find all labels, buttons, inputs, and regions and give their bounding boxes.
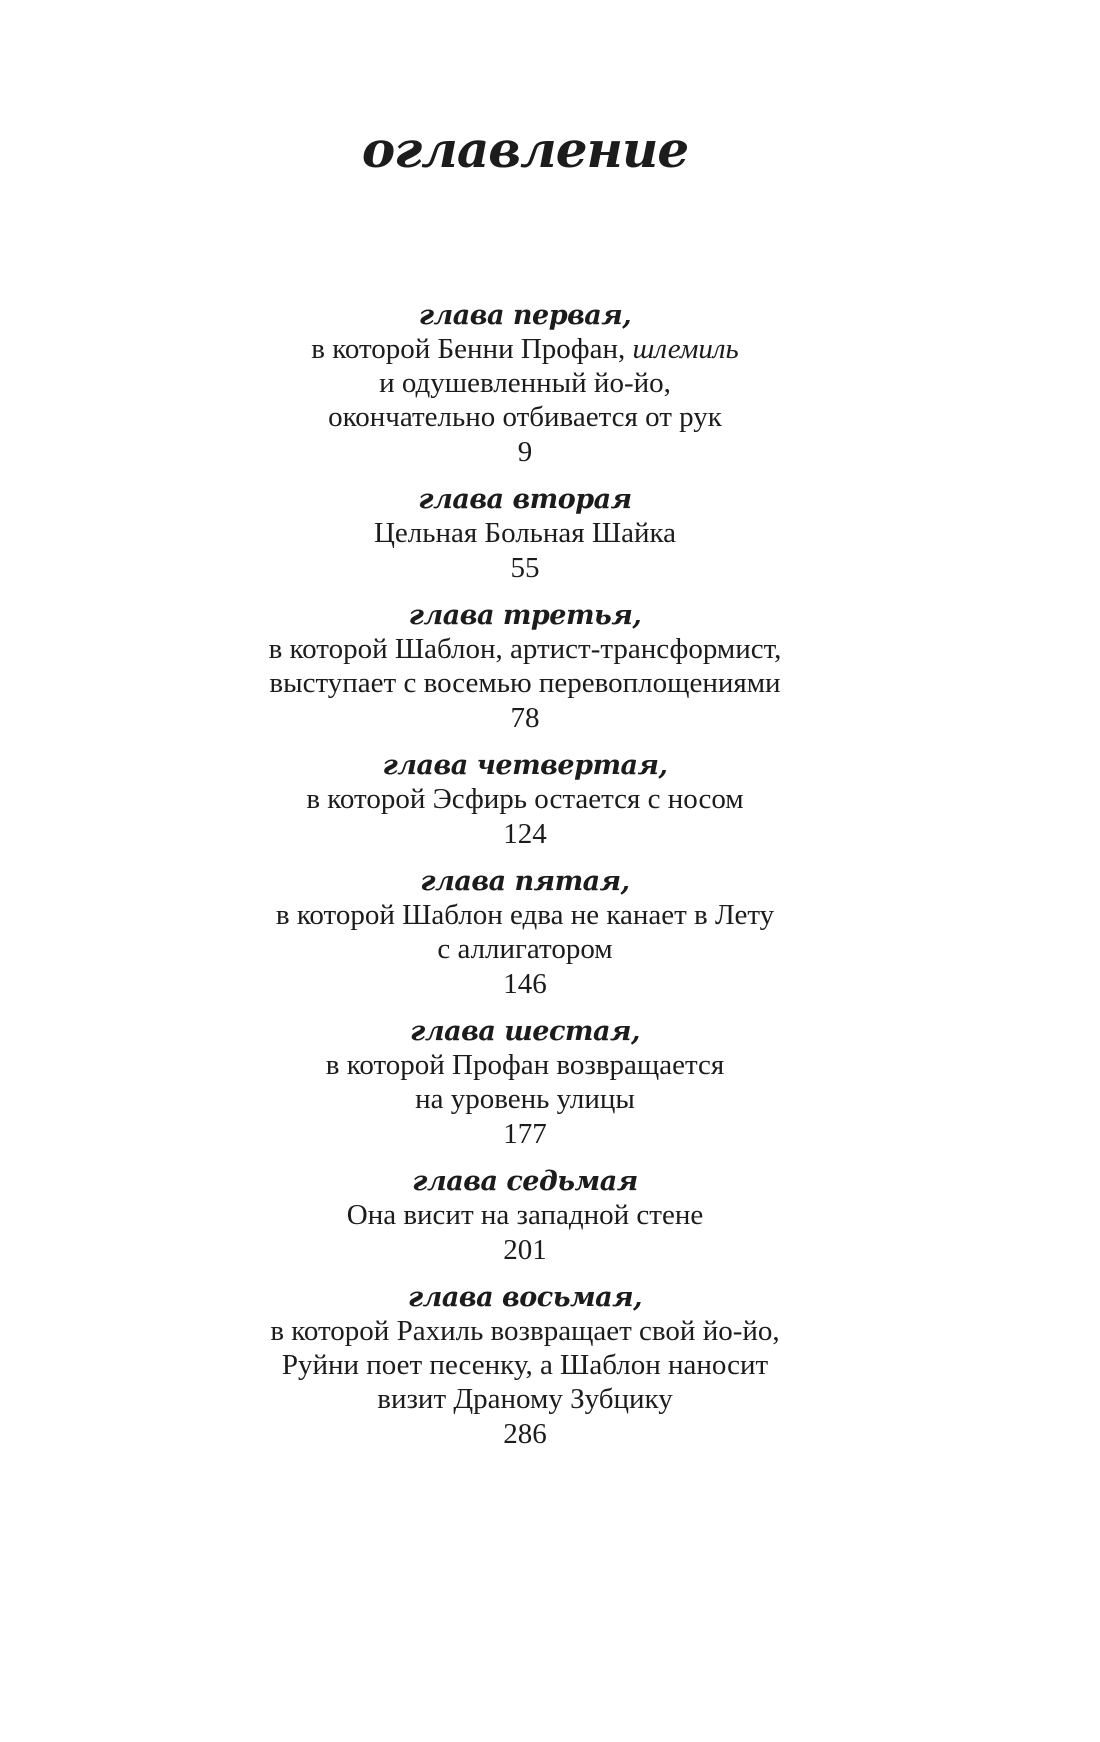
chapter-heading: глава четвертая,: [382, 750, 668, 781]
page-number: 286: [503, 1418, 547, 1450]
toc-entry-2: [0, 484, 1050, 586]
chapter-heading: глава вторая: [418, 484, 632, 515]
chapter-heading: глава третья,: [408, 600, 642, 631]
toc-entry-6: [0, 1016, 1050, 1152]
page-number: 9: [517, 436, 533, 468]
chapter-description-line: Она висит на западной стене: [346, 1199, 704, 1231]
page-number: 124: [503, 818, 547, 850]
page-number: 201: [503, 1234, 547, 1266]
toc-entry-8: [0, 1282, 1050, 1452]
chapter-description-line: Руйни поет песенку, а Шаблон наносит: [281, 1349, 769, 1381]
chapter-heading: глава шестая,: [410, 1016, 640, 1047]
chapter-description-line: с аллигатором: [437, 933, 613, 965]
chapter-description-line: визит Драному Зубцику: [377, 1383, 673, 1415]
chapter-description-line: в которой Профан возвращается: [325, 1049, 725, 1081]
chapter-description-line: в которой Бенни Профан, шлемиль: [311, 333, 739, 365]
chapter-heading: глава пятая,: [420, 866, 630, 897]
page-number: 146: [503, 968, 547, 1000]
italic-word: шлемиль: [632, 333, 739, 365]
chapter-heading: глава восьмая,: [407, 1282, 643, 1313]
chapter-description-line: и одушевленный йо-йо,: [379, 367, 671, 399]
chapter-description-line: в которой Шаблон, артист-трансформист,: [268, 633, 782, 665]
toc-entry-5: [0, 866, 1050, 1002]
chapter-description-line: на уровень улицы: [415, 1083, 635, 1115]
table-of-contents: [0, 300, 1050, 1466]
toc-entry-3: [0, 600, 1050, 736]
chapter-description-line: в которой Шаблон едва не канает в Лету: [275, 899, 775, 931]
chapter-heading: глава седьмая: [412, 1166, 638, 1197]
chapter-description-line: выступает с восемью перевоплощениями: [269, 667, 781, 699]
page-number: 78: [510, 702, 540, 734]
toc-entry-4: [0, 750, 1050, 852]
toc-entry-1: [0, 300, 1050, 470]
toc-entry-7: [0, 1166, 1050, 1268]
chapter-description-line: в которой Эсфирь остается с носом: [306, 783, 744, 815]
chapter-description-line: окончательно отбивается от рук: [328, 401, 722, 433]
page-title: оглавление: [361, 120, 689, 179]
page-number: 177: [503, 1118, 547, 1150]
chapter-description-line: в которой Рахиль возвращает свой йо-йо,: [270, 1315, 780, 1347]
chapter-heading: глава первая,: [418, 300, 632, 331]
page-number: 55: [510, 552, 540, 584]
chapter-description-line: Цельная Больная Шайка: [373, 517, 677, 549]
